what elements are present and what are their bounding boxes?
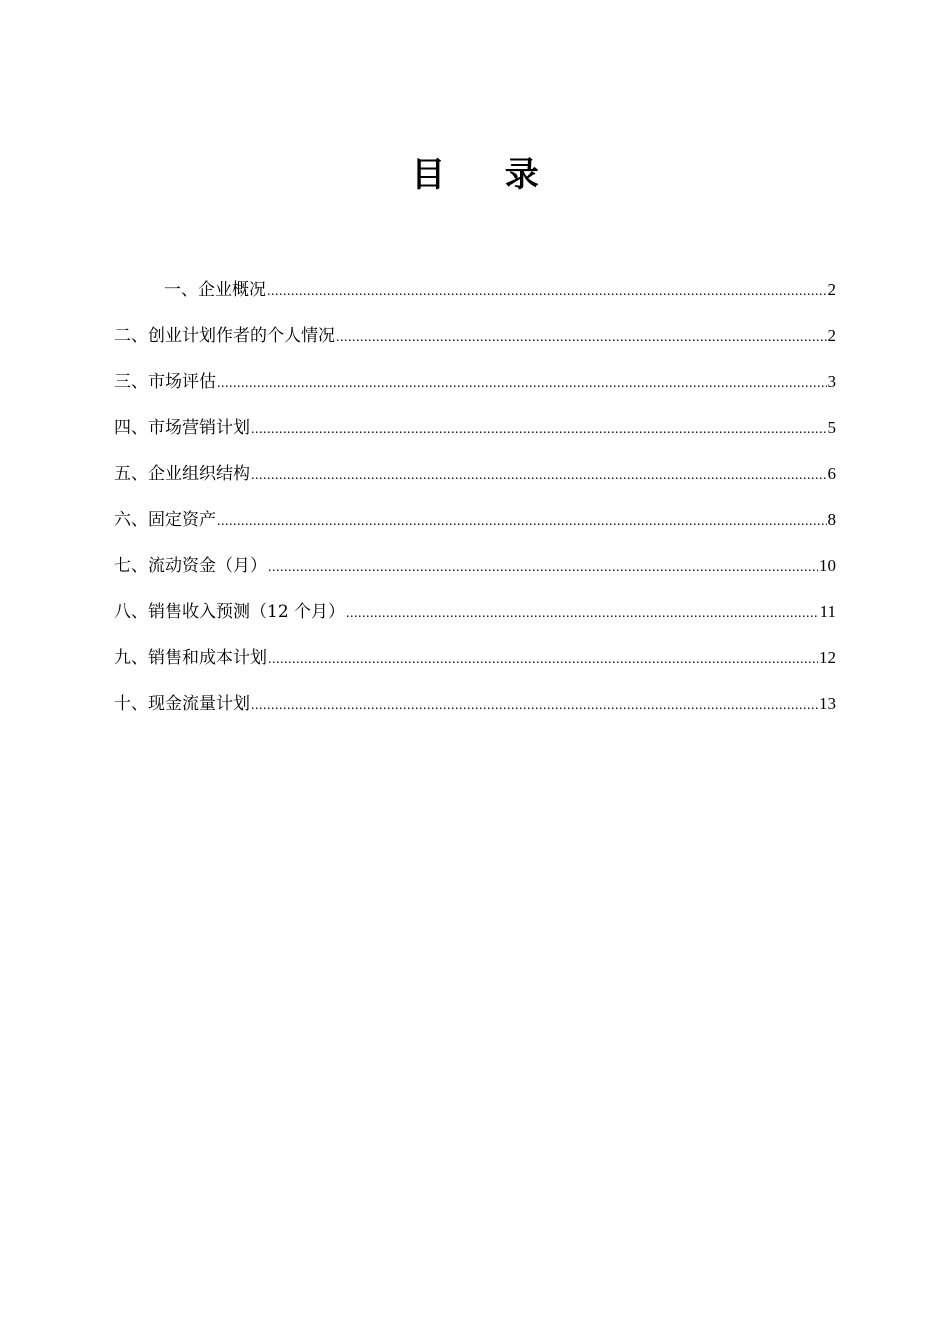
toc-entry-label: 六、固定资产 bbox=[114, 510, 216, 530]
toc-dot-leader bbox=[251, 458, 827, 494]
toc-entry[interactable] bbox=[114, 686, 836, 732]
toc-entry-page-number: 6 bbox=[827, 464, 836, 483]
toc-entry-label: 十、现金流量计划 bbox=[114, 694, 250, 714]
toc-entry-label: 五、企业组织结构 bbox=[114, 464, 250, 484]
toc-dot-leader bbox=[268, 550, 818, 586]
toc-entry-page-number: 10 bbox=[819, 556, 836, 575]
toc-entry-label: 七、流动资金（月） bbox=[114, 556, 267, 576]
toc-dot-leader bbox=[251, 688, 818, 724]
toc-entry-label: 一、企业概况 bbox=[164, 280, 266, 300]
toc-entry[interactable] bbox=[114, 456, 836, 502]
toc-entry-page-number: 5 bbox=[827, 418, 836, 437]
toc-entry[interactable] bbox=[114, 272, 836, 318]
toc-entry-page-number: 3 bbox=[827, 372, 836, 391]
toc-dot-leader bbox=[336, 320, 827, 356]
toc-entry-page-number: 8 bbox=[827, 510, 836, 529]
toc-dot-leader bbox=[217, 366, 827, 402]
table-of-contents bbox=[114, 272, 836, 732]
toc-entry-page-number: 13 bbox=[819, 694, 836, 713]
toc-entry-label: 二、创业计划作者的个人情况 bbox=[114, 326, 335, 346]
toc-entry-label: 九、销售和成本计划 bbox=[114, 648, 267, 668]
toc-entry-page-number: 11 bbox=[819, 602, 836, 621]
toc-entry-page-number: 2 bbox=[827, 280, 836, 299]
toc-entry-page-number: 2 bbox=[827, 326, 836, 345]
toc-entry-page-number: 12 bbox=[819, 648, 836, 667]
toc-dot-leader bbox=[346, 596, 819, 632]
toc-entry[interactable] bbox=[114, 640, 836, 686]
toc-dot-leader bbox=[251, 412, 827, 448]
toc-entry[interactable] bbox=[114, 502, 836, 548]
toc-entry[interactable] bbox=[114, 410, 836, 456]
toc-dot-leader bbox=[268, 642, 818, 678]
toc-entry-label: 八、销售收入预测（12 个月） bbox=[114, 602, 346, 622]
toc-entry[interactable] bbox=[114, 548, 836, 594]
toc-title: 目 录 bbox=[411, 155, 563, 195]
toc-dot-leader bbox=[267, 274, 827, 310]
toc-entry[interactable] bbox=[114, 594, 836, 640]
toc-entry[interactable] bbox=[114, 318, 836, 364]
toc-entry[interactable] bbox=[114, 364, 836, 410]
toc-entry-label: 四、市场营销计划 bbox=[114, 418, 250, 438]
toc-entry-label: 三、市场评估 bbox=[114, 372, 216, 392]
toc-dot-leader bbox=[217, 504, 827, 540]
